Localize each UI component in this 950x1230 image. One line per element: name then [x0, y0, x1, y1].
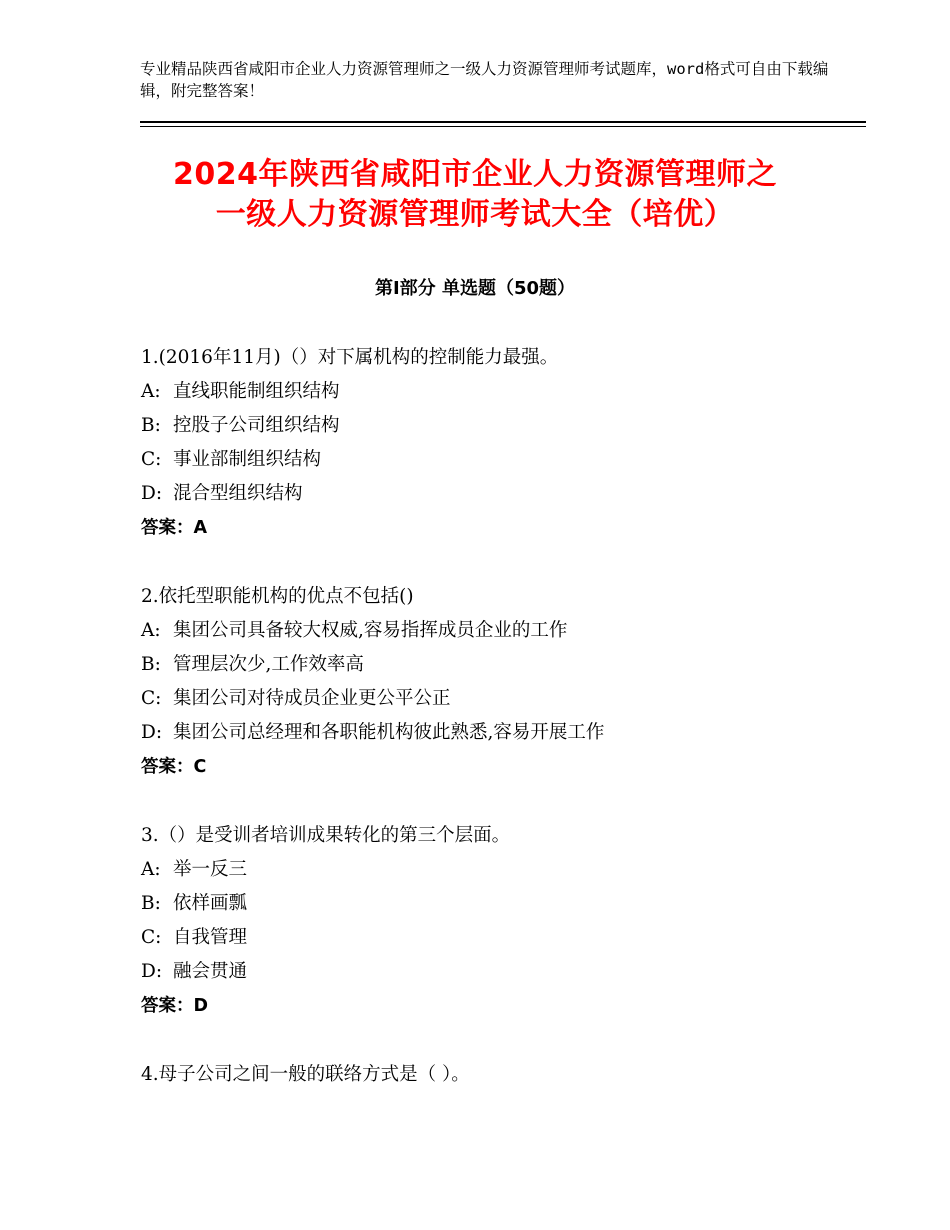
option-letter: C: [141, 449, 162, 470]
option-letter: B: [141, 415, 161, 436]
document-title-line-1: 2024年陕西省咸阳市企业人力资源管理师之 [173, 157, 777, 192]
header-divider-thick [140, 121, 866, 123]
option-text: 举一反三 [173, 859, 248, 880]
option-text: 混合型组织结构 [173, 483, 303, 504]
answer-label: 答案： [141, 996, 194, 1016]
question-3 [141, 819, 861, 1023]
answer-line [141, 750, 861, 784]
option-letter: D: [141, 483, 163, 504]
option-text: 集团公司具备较大权威,容易指挥成员企业的工作 [173, 620, 568, 641]
option-letter: A: [141, 620, 161, 641]
answer-value: A [193, 518, 208, 538]
answer-value: D [193, 996, 209, 1016]
option-c [141, 921, 861, 955]
document-title-line-2: 一级人力资源管理师考试大全（培优） [215, 197, 735, 232]
option-letter: B: [141, 893, 161, 914]
option-letter: C: [141, 927, 162, 948]
option-text: 管理层次少,工作效率高 [173, 654, 364, 675]
option-c [141, 682, 861, 716]
option-text: 控股子公司组织结构 [173, 415, 340, 436]
option-letter: C: [141, 688, 162, 709]
option-letter: B: [141, 654, 161, 675]
question-stem: 2.依托型职能机构的优点不包括() [141, 586, 414, 607]
option-text: 事业部制组织结构 [173, 449, 322, 470]
header-divider-thin [140, 126, 866, 127]
option-b [141, 409, 861, 443]
question-2 [141, 580, 861, 784]
option-a [141, 853, 861, 887]
option-a [141, 375, 861, 409]
option-letter: A: [141, 859, 161, 880]
option-c [141, 443, 861, 477]
answer-line [141, 989, 861, 1023]
option-text: 自我管理 [173, 927, 248, 948]
option-text: 依样画瓢 [173, 893, 248, 914]
option-d [141, 716, 861, 750]
option-letter: A: [141, 381, 161, 402]
option-d [141, 477, 861, 511]
option-letter: D: [141, 961, 163, 982]
option-a [141, 614, 861, 648]
answer-label: 答案： [141, 518, 194, 538]
question-1 [141, 341, 861, 545]
option-text: 集团公司总经理和各职能机构彼此熟悉,容易开展工作 [173, 722, 605, 743]
answer-value: C [193, 757, 207, 777]
answer-line [141, 511, 861, 545]
option-d [141, 955, 861, 989]
option-text: 直线职能制组织结构 [173, 381, 340, 402]
answer-label: 答案： [141, 757, 194, 777]
question-stem: 1.(2016年11月)（）对下属机构的控制能力最强。 [141, 347, 559, 368]
question-stem: 3.（）是受训者培训成果转化的第三个层面。 [141, 825, 511, 846]
option-b [141, 648, 861, 682]
document-title [60, 155, 890, 235]
option-letter: D: [141, 722, 163, 743]
header-note: 专业精品陕西省咸阳市企业人力资源管理师之一级人力资源管理师考试题库，word格式可自由下载编辑，附完整答案！ [140, 60, 829, 100]
section-heading: 第Ⅰ部分 单选题（50题） [374, 278, 575, 299]
option-b [141, 887, 861, 921]
question-stem: 4.母子公司之间一般的联络方式是（ ）。 [141, 1064, 470, 1085]
option-text: 集团公司对待成员企业更公平公正 [173, 688, 451, 709]
option-text: 融会贯通 [173, 961, 248, 982]
question-4 [141, 1058, 861, 1092]
